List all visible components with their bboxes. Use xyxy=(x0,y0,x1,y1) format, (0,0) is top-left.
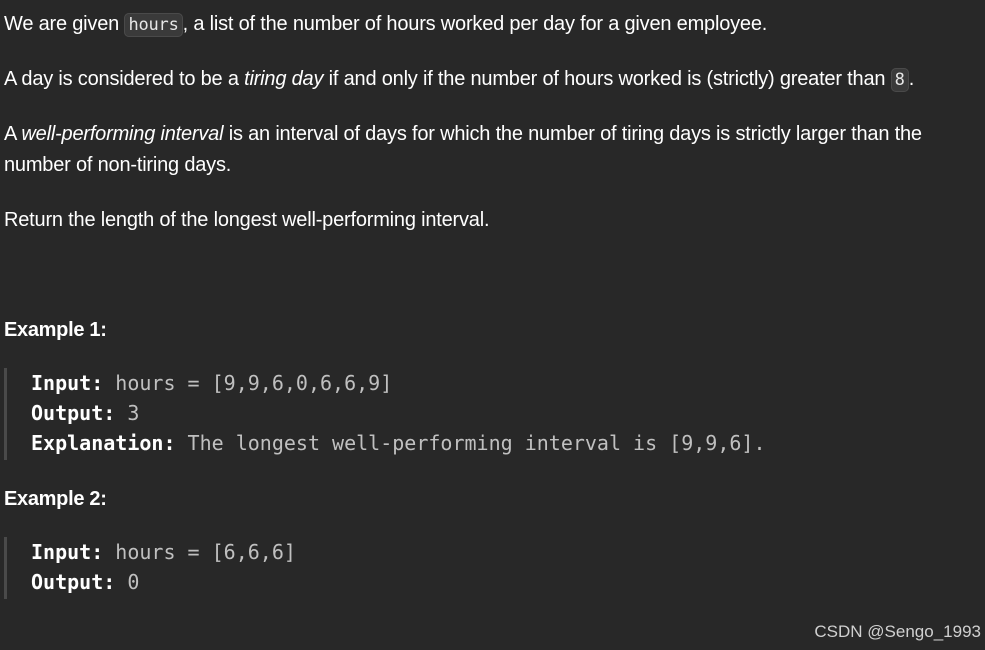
output-label: Output: xyxy=(31,401,116,425)
emphasis-well-performing-interval: well-performing interval xyxy=(21,123,224,145)
input-value: hours = [9,9,6,0,6,6,9] xyxy=(103,371,393,395)
input-label: Input: xyxy=(31,371,104,395)
example-1-block xyxy=(4,368,766,460)
explanation-value: The longest well-performing interval is [9,9,6]. xyxy=(175,431,766,455)
inline-code-8: 8 xyxy=(891,68,909,92)
explanation-label: Explanation: xyxy=(31,431,176,455)
text: . xyxy=(908,68,915,90)
text: if and only if the number of hours worked is (strictly) greater than xyxy=(323,68,891,90)
example-2-block xyxy=(4,537,296,599)
output-value: 0 xyxy=(115,570,140,594)
text: A day is considered to be a xyxy=(4,68,245,90)
description-paragraph-4: Return the length of the longest well-performing interval. xyxy=(4,209,490,231)
inline-code-hours: hours xyxy=(124,13,182,37)
emphasis-tiring-day: tiring day xyxy=(244,68,324,90)
description-paragraph-3 xyxy=(4,119,964,181)
watermark: CSDN @Sengo_1993 xyxy=(814,622,981,641)
text: A xyxy=(4,123,22,145)
description-paragraph-1 xyxy=(4,9,767,41)
input-value: hours = [6,6,6] xyxy=(103,540,296,564)
text: We are given xyxy=(4,13,125,35)
description-paragraph-2 xyxy=(4,64,914,96)
output-value: 3 xyxy=(115,401,140,425)
example-2-heading: Example 2: xyxy=(4,488,107,510)
output-label: Output: xyxy=(31,570,116,594)
input-label: Input: xyxy=(31,540,104,564)
text: is an interval of days for which the number of tiring days is strictly larger than the number of non-tiring days. xyxy=(4,123,922,176)
text: , a list of the number of hours worked per day for a given employee. xyxy=(182,13,768,35)
example-1-heading: Example 1: xyxy=(4,319,107,341)
